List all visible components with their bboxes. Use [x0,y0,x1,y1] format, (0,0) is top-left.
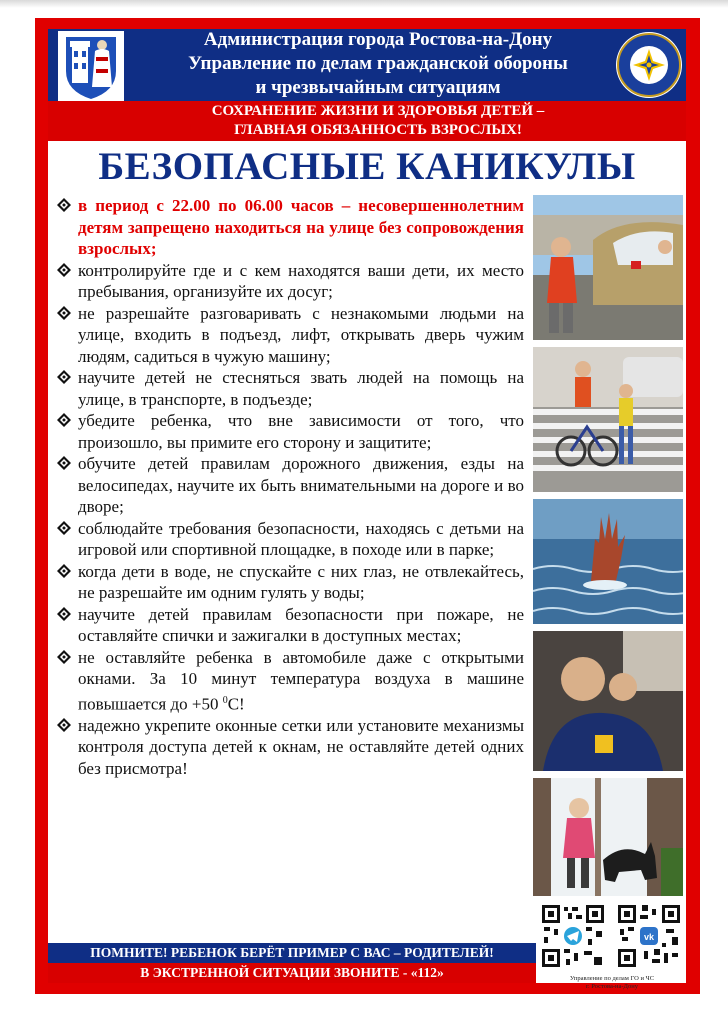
qr-caption [538,975,686,991]
diamond-bullet-icon [56,563,72,579]
diamond-bullet-icon [56,455,72,471]
diamond-bullet-icon [56,717,72,733]
list-item-text: не разрешайте разговаривать с незнакомыми людьми на улице, входить в подъезд, лифт, открывать дверь чужим людям, садиться в чужую машину; [78,303,524,366]
photo-hand-in-water [533,499,683,624]
list-item [54,604,524,647]
temperature-unit: С! [227,694,245,714]
slogan-line-2: ГЛАВНАЯ ОБЯЗАННОСТЬ ВЗРОСЛЫХ! [234,122,522,138]
list-item [54,647,524,715]
list-item-text: контролируйте где и с кем находятся ваши дети, их место пребывания, организуйте их досуг; [78,260,524,301]
list-item [54,453,524,518]
footer-emergency: В ЭКСТРЕННОЙ СИТУАЦИИ ЗВОНИТЕ - «112» [48,963,536,983]
header-title [140,28,616,100]
civil-defense-emblem-icon [612,30,686,100]
header-line-2: Управление по делам гражданской обороны [188,53,568,74]
svg-text:vk: vk [643,932,655,942]
page-title: БЕЗОПАСНЫЕ КАНИКУЛЫ [98,145,636,188]
qr-code-telegram[interactable] [540,903,606,969]
diamond-bullet-icon [56,649,72,665]
diamond-bullet-icon [56,412,72,428]
list-item-text: надежно укрепите оконные сетки или установите механизмы контроля доступа детей к окнам, не оставляйте детей одних без присмотра! [78,715,524,778]
qr-caption-line-1: Управление по делам ГО и ЧС [569,975,655,982]
list-item [54,367,524,410]
slogan-line-1: СОХРАНЕНИЕ ЖИЗНИ И ЗДОРОВЬЯ ДЕТЕЙ – [211,103,545,119]
list-item-text: обучите детей правилам дорожного движения, езды на велосипедах, научите их быть внимательными на дороге и во дворе; [78,454,524,516]
photo-child-at-window [533,778,683,896]
footer-remember: ПОМНИТЕ! РЕБЕНОК БЕРЁТ ПРИМЕР С ВАС – РОДИТЕЛЕЙ! [48,943,536,963]
safety-rules-list [54,195,524,779]
list-item [54,303,524,368]
header-line-1: Администрация города Ростова-на-Дону [203,29,553,50]
diamond-bullet-icon [56,369,72,385]
diamond-bullet-icon [56,305,72,321]
list-item-text: научите детей не стесняться звать людей на помощь на улице, в транспорте, в подъезде; [78,368,524,409]
qr-code-vk[interactable] [616,903,682,969]
list-item [54,260,524,303]
crest-icon [58,31,124,101]
list-item [54,410,524,453]
diamond-bullet-icon [56,606,72,622]
list-item [54,195,524,260]
list-item-text: когда дети в воде, не спускайте с них глаз, не отвлекайтесь, не разрешайте им одним гулять у воды; [78,561,524,602]
list-item [54,561,524,604]
list-item-text: убедите ребенка, что вне зависимости от того, что произошло, вы примите его сторону и защитите; [78,411,524,452]
list-item [54,518,524,561]
degree-superscript: 0 [222,694,228,706]
photo-child-at-car [533,195,683,340]
list-item-text: не оставляйте ребенка в автомобиле даже с открытыми окнами. За 10 минут температура воздуха в машине повышается до +50 [78,647,524,714]
qr-caption-line-2: г. Ростова-на-Дону [586,983,638,990]
list-item-text: в период с 22.00 по 06.00 часов – несовершеннолетним детям запрещено находиться на улице без сопровождения взрослых; [78,196,524,258]
list-item [54,715,524,780]
photo-rescuer-with-children [533,631,683,771]
page-shadow [0,0,728,8]
list-item-text: соблюдайте требования безопасности, находясь с детьми на игровой или спортивной площадке, в походе или в парке; [78,518,524,559]
diamond-bullet-icon [56,197,72,213]
slogan [140,102,616,140]
photo-children-bicycle [533,347,683,492]
diamond-bullet-icon [56,520,72,536]
header-line-3: и чрезвычайным ситуациям [255,77,501,98]
diamond-bullet-icon [56,262,72,278]
list-item-text: научите детей правилам безопасности при пожаре, не оставляйте спички и зажигалки в доступных местах; [78,604,524,645]
